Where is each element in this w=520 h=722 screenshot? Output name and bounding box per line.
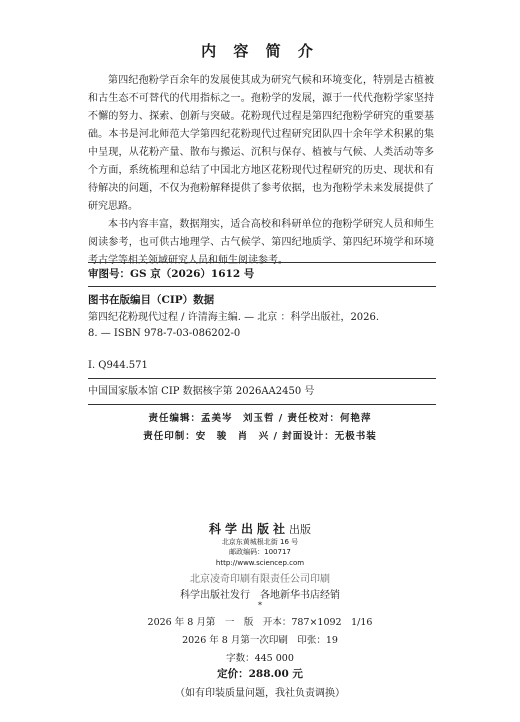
cip-classification: Ⅰ. Q944.571 [88, 360, 148, 371]
publisher-suffix: 出版 [289, 523, 311, 536]
publisher-postcode: 邮政编码：100717 [229, 548, 291, 556]
cip-heading: 图书在版编目（CIP）数据 [88, 294, 215, 306]
publisher-name [0, 520, 520, 537]
separator-star: * [258, 601, 262, 610]
cip-record-number: 中国国家版本馆 CIP 数据核字第 2026AA2450 号 [88, 386, 315, 397]
publisher-website: http://www.sciencep.com [215, 559, 305, 567]
printing-line: 2026 年 8 月第一次印刷 印张：19 [182, 635, 338, 646]
intro-paragraph: 本书内容丰富，数据翔实，适合高校和科研单位的孢粉学研究人员和师生阅读参考，也可供古地理学、古气候学、第四纪地质学、第四纪环境学和环境考古学等相关领域研究人员和师生阅读参考。 [88, 219, 434, 266]
price: 定价：288.00 元 [217, 668, 303, 680]
edition-line: 2026 年 8 月第 一 版 开本：787×1092 1/16 [147, 617, 373, 628]
word-count: 字数：445 000 [226, 653, 294, 664]
divider [88, 404, 436, 405]
cip-line: 第四纪花粉现代过程 / 许清海主编. — 北京 ：科学出版社，2026. [88, 312, 380, 323]
page-title: 内 容 简 介 [201, 42, 319, 60]
map-review-number: 审图号：GS 京（2026）1612 号 [88, 268, 255, 280]
publisher-address: 北京东黄城根北街 16 号 [221, 538, 299, 546]
distribution-info: 科学出版社发行 各地新华书店经销 [180, 590, 340, 601]
printer-name: 北京凌奇印刷有限责任公司印刷 [190, 574, 330, 585]
editor-credits: 责任编辑：孟美岑 刘玉哲 / 责任校对：何艳萍 [148, 413, 372, 424]
publisher-logo: 科学出版社 [208, 522, 289, 536]
intro-paragraph: 第四纪孢粉学百余年的发展使其成为研究气候和环境变化，特别是古植被和古生态不可替代的代用指标之一。孢粉学的发展，源于一代代孢粉学家坚持不懈的努力、探索、创新与突破。花粉现代过程是第四纪孢粉学研究的重要基础。本书是河北师范大学第四纪花粉现代过程研究团队四十余年学术积累的集中呈现，从花粉产量、散布与搬运、沉积与保存、植被与气候、人类活动等多个方面，系统梳理和总结了中国北方地区花粉现代过程研究的历史、现状和有待解决的问题，不仅为孢粉解释提供了参考依据，也为孢粉学未来发展提供了研究思路。 [88, 75, 434, 212]
production-credits: 责任印制：安 骏 肖 兴 / 封面设计：无极书装 [143, 431, 377, 442]
divider [88, 378, 436, 379]
divider [88, 286, 436, 287]
divider [88, 262, 436, 263]
cip-line: 8. — ISBN 978-7-03-086202-0 [88, 328, 241, 339]
quality-notice: （如有印装质量问题，我社负责调换） [175, 688, 345, 699]
